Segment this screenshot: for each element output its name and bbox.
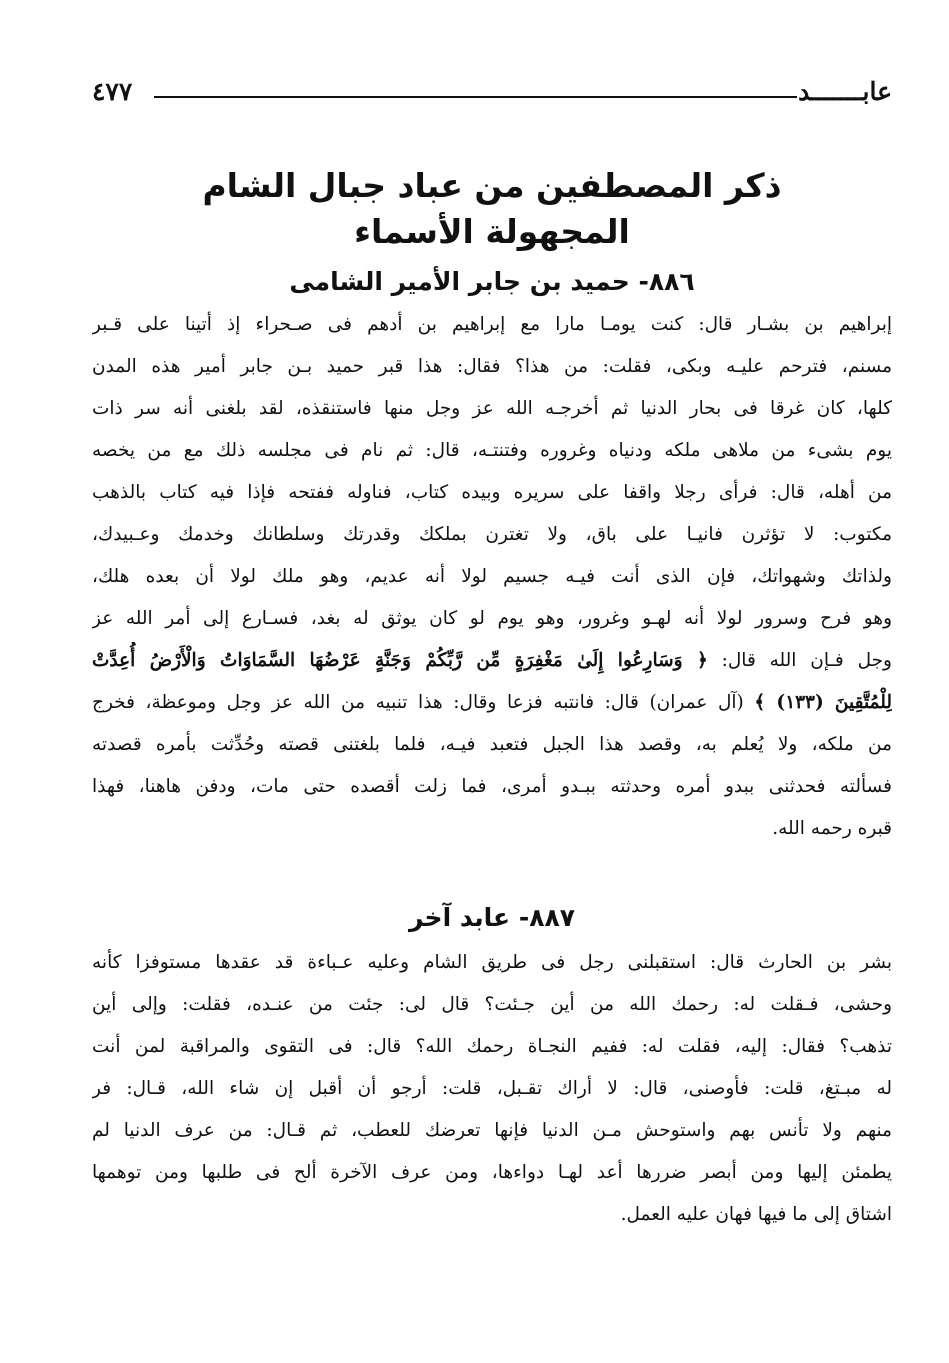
entry-887-heading: ٨٨٧- عابد آخر [409,903,575,932]
chapter-title-line-2: المجهولة الأسماء [354,212,630,251]
line-10-rest: قال: فانتبه فزعا وقال: هذا تنبيه من الله عز وجل وموعظة، فخرج [92,692,639,713]
entry-887-line-6: يطمئن إليها ومن أبصر ضررها أعد لهـا دواءها، ومن عرف الآخرة ألح فى طلبها ومن توهمها [92,1162,892,1183]
entry-886-line-8: وهو فرح وسرور لولا أنه لهـو وغرور، وهو يوم لو كان يوثق له بغد، فسـارع إلى أمر الله عز [92,608,892,629]
quran-verse-end: لِلْمُتَّقِينَ (١٣٣) ﴾ [754,692,892,713]
entry-887-line-3: تذهب؟ فقال: إليه، فقلت له: ففيم النجـاة رحمك الله؟ قال: فى التقوى والمراقبة لمن أنت [92,1036,892,1057]
entry-886-line-1: إبراهيم بن بشـار قال: كنت يومـا مارا مع إبراهيم بن أدهم فى صـحراء إذ أتينا على قـبر [92,314,892,335]
entry-887-line-2: وحشى، فـقلت له: رحمك الله من أين جـئت؟ قال لى: جئت من عنـده، فقلت: وإلى أين [92,994,892,1015]
page-number: ٤٧٧ [92,77,133,106]
page-header [92,74,892,114]
surah-citation: (آل عمران) [638,692,755,713]
entry-886-line-5: من أهله، قال: فرأى رجلا واقفا على سريره وبيده كتاب، فناوله ففتحه فإذا فيه كتاب بالذهب [92,482,892,503]
entry-886-line-6: مكتوب: لا تؤثرن فانيـا على باق، ولا تغترن بملكك وقدرتك وسلطانك وخدمك وعـبيدك، [92,524,892,545]
entry-886-line-3: كلها، كان غرقا فى بحار الدنيا ثم أخرجـه الله عز وجل منها فاستنقذه، لقد بلغنى أنه سر ذات [92,398,892,419]
entry-886-line-9 [92,642,892,680]
entry-886-line-4: يوم بشىء من ملاهى ملكه ودنياه وغروره وفتنتـه، قال: ثم نام فى مجلسه ذلك مع من يخصه [92,440,892,461]
chapter-title-line-1: ذكر المصطفين من عباد جبال الشام [202,166,782,205]
entry-886-line-10 [92,684,892,722]
entry-887-line-7: اشتاق إلى ما فيها فهان عليه العمل. [620,1204,892,1225]
entry-887-line-4: له مبـتغ، قلت: فأوصنى، قال: لا أراك تقـبل، قلت: أرجو أن أقبل إن شاء الله، قـال: فر [92,1078,892,1099]
entry-886-line-7: ولذاتك وشهواتك، فإن الذى أنت فيـه جسيم لولا أنه عديم، وهو ملك لولا أن بعده هلك، [92,566,892,587]
entry-886-line-2: مسنم، فترحم عليـه وبكى، فقلت: من هذا؟ فقال: هذا قبر حميد بـن جابر أمير هذه المدن [92,356,892,377]
entry-886-line-11: من ملكه، ولا يُعلم به، وقصد هذا الجبل فتعبد فيـه، فلما بلغتنى قصته وحُدِّثت بأمره قصدته [92,734,892,755]
entry-886-heading: ٨٨٦- حميد بن جابر الأمير الشامى [289,267,695,296]
entry-887-line-5: منهم ولا تأنس بهم واستوحش مـن الدنيا فإنها تعرضك للعطب، ثم قـال: من عرف الدنيا لم [92,1120,892,1141]
header-rule [154,96,797,98]
running-head: عابـــــــد [798,77,892,106]
entry-887-line-1: بشر بن الحارث قال: استقبلنى رجل فى طريق الشام وعليه عـباءة قد عقدها مستوفزا كأنه [92,952,892,973]
entry-886-line-13: قبره رحمه الله. [772,818,892,839]
line-9-prefix: وجل فـإن الله قال: [707,650,892,671]
entry-886-line-12: فسألته فحدثنى ببدو أمره وحدثته ببـدو أمرى، فما زلت أقصده حتى مات، ودفن هاهنا، فهذا [92,776,892,797]
quran-verse: ﴿ وَسَارِعُوا إِلَىٰ مَغْفِرَةٍ مِّن رَّبِّكُمْ وَجَنَّةٍ عَرْضُهَا السَّمَاوَاتُ وَالْأَرْضُ أُعِدَّتْ [92,650,708,671]
